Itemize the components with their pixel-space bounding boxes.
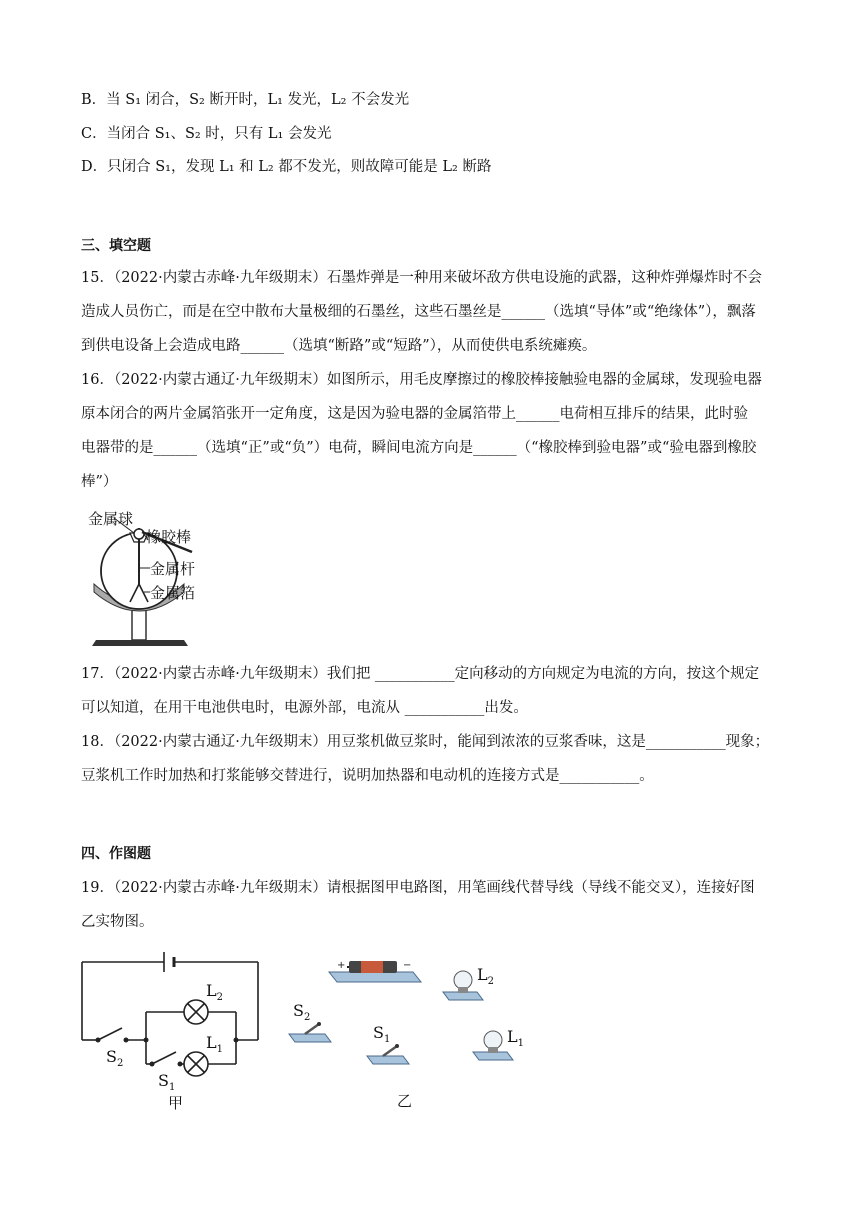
- svg-text:L2: $L_2$: [477, 965, 494, 987]
- svg-text:+: +: [337, 960, 346, 971]
- svg-text:S2: $S_2$: [293, 1001, 311, 1023]
- label-metal-stem: 金属杆: [150, 560, 196, 578]
- option-c: C．当闭合 S₁、S₂ 时，只有 L₁ 会发光: [81, 126, 332, 142]
- label-metal-ball: 金属球: [88, 510, 134, 528]
- q18-line-1: 18．（2022·内蒙古通辽·九年级期末）用豆浆机做豆浆时，能闻到浓浓的豆浆香味，这是___________现象；: [81, 734, 770, 750]
- section-title-fill-blank: 三、填空题: [81, 238, 151, 254]
- q15-line-2: 造成人员伤亡，而是在空中散布大量极细的石墨丝，这些石墨丝是______（选填“导体”或“绝缘体”），飘落: [81, 304, 756, 320]
- label-rubber-rod: 橡胶棒: [146, 528, 192, 546]
- q15-line-3: 到供电设备上会造成电路______（选填“断路”或“短路”），从而使供电系统瘫痪。: [81, 338, 597, 354]
- battery-holder: [329, 960, 421, 982]
- svg-text:L1: $L_1$: [507, 1027, 524, 1049]
- lamp-l1: [473, 1027, 524, 1060]
- switch-s2-blade: [98, 1028, 122, 1040]
- label-metal-foil: 金属箔: [150, 584, 196, 602]
- switch-s1: [367, 1023, 409, 1064]
- q19-line-1: 19．（2022·内蒙古赤峰·九年级期末）请根据图甲电路图，用笔画线代替导线（导线不能交叉），连接好图: [81, 880, 755, 896]
- q15-line-1: 15．（2022·内蒙古赤峰·九年级期末）石墨炸弹是一种用来破坏敌方供电设施的武器，这种炸弹爆炸时不会: [81, 270, 762, 286]
- electroscope-figure: [84, 506, 224, 651]
- svg-text:S1: $S_1$: [373, 1023, 391, 1045]
- q16-line-1: 16．（2022·内蒙古通辽·九年级期末）如图所示，用毛皮摩擦过的橡胶棒接触验电器的金属球，发现验电器: [81, 372, 762, 388]
- svg-text:L1: $L_1$: [206, 1033, 223, 1055]
- q16-line-4: 棒”）: [81, 474, 118, 490]
- svg-text:L2: $L_2$: [206, 981, 223, 1003]
- q16-line-3: 电器带的是______（选填“正”或“负”）电荷，瞬间电流方向是______（“橡胶棒到验电器”或“验电器到橡胶: [81, 440, 757, 456]
- svg-text:S1: $S_1$: [158, 1071, 176, 1093]
- metal-ball: [134, 529, 144, 539]
- electroscope-base: [92, 640, 188, 646]
- q18-line-2: 豆浆机工作时加热和打浆能够交替进行，说明加热器和电动机的连接方式是___________。: [81, 768, 654, 784]
- label-jia: 甲: [168, 1094, 184, 1112]
- q16-line-2: 原本闭合的两片金属箔张开一定角度，这是因为验电器的金属箔带上______电荷相互排斥的结果，此时验: [81, 406, 748, 422]
- svg-text:−: −: [403, 960, 412, 971]
- switch-s2: [289, 1001, 331, 1042]
- q17-line-1: 17．（2022·内蒙古赤峰·九年级期末）我们把 ___________定向移动的方向规定为电流的方向，按这个规定: [81, 666, 760, 682]
- physical-components-yi: [285, 952, 545, 1117]
- circuit-diagram-jia: [76, 948, 276, 1118]
- q19-line-2: 乙实物图。: [81, 914, 154, 930]
- lamp-l2: [443, 965, 494, 1000]
- svg-text:S2: $S_2$: [106, 1047, 124, 1069]
- option-b: B．当 S₁ 闭合，S₂ 断开时，L₁ 发光，L₂ 不会发光: [81, 92, 410, 108]
- section-title-drawing: 四、作图题: [81, 846, 151, 862]
- label-yi: 乙: [397, 1092, 413, 1110]
- option-d: D．只闭合 S₁，发现 L₁ 和 L₂ 都不发光，则故障可能是 L₂ 断路: [81, 159, 492, 175]
- q17-line-2: 可以知道，在用干电池供电时，电源外部，电流从 ___________出发。: [81, 700, 528, 716]
- switch-s1-blade: [152, 1052, 176, 1064]
